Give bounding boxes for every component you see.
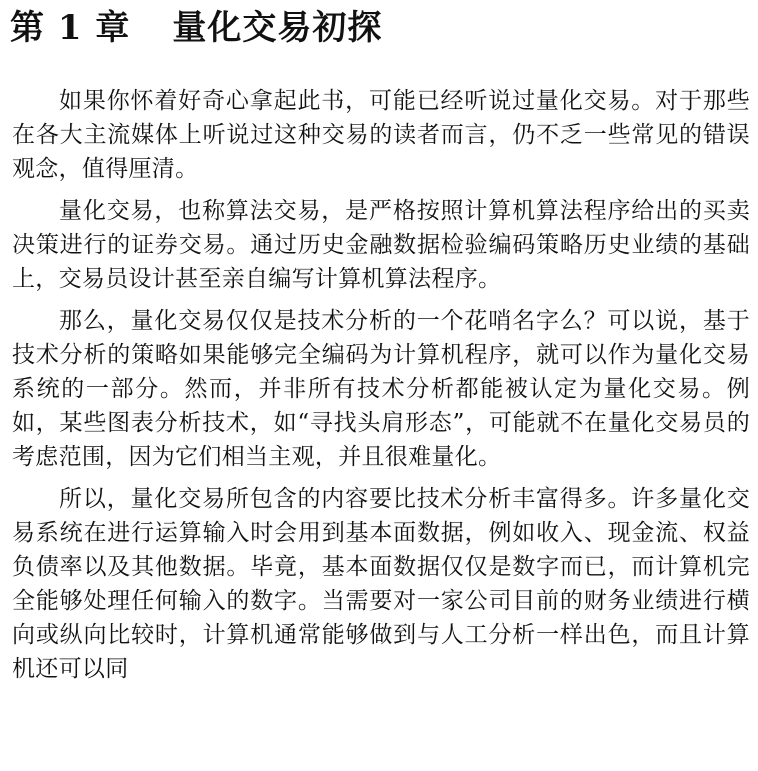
paragraph: 量化交易，也称算法交易，是严格按照计算机算法程序给出的买卖决策进行的证券交易。通过历史金融数据检验编码策略历史业绩的基础上，交易员设计甚至亲自编写计算机算法程序。 <box>12 198 750 292</box>
chapter-title: 量化交易初探 <box>172 8 383 48</box>
paragraph: 如果你怀着好奇心拿起此书，可能已经听说过量化交易。对于那些在各大主流媒体上听说过这种交易的读者而言，仍不乏一些常见的错误观念，值得厘清。 <box>12 88 750 182</box>
chapter-heading <box>10 6 382 50</box>
chapter-number: 第 1 章 <box>10 8 131 48</box>
paragraph: 那么，量化交易仅仅是技术分析的一个花哨名字么？可以说，基于技术分析的策略如果能够完全编码为计算机程序，就可以作为量化交易系统的一部分。然而，并非所有技术分析都能被认定为量化交易。例如，某些图表分析技术，如“寻找头肩形态”，可能就不在量化交易员的考虑范围，因为它们相当主观，并且很难量化。 <box>12 308 750 470</box>
body-text <box>12 84 750 694</box>
paragraph: 所以，量化交易所包含的内容要比技术分析丰富得多。许多量化交易系统在进行运算输入时会用到基本面数据，例如收入、现金流、权益负债率以及其他数据。毕竟，基本面数据仅仅是数字而已，而计算机完全能够处理任何输入的数字。当需要对一家公司目前的财务业绩进行横向或纵向比较时，计算机通常能够做到与人工分析一样出色，而且计算机还可以同 <box>12 486 750 682</box>
